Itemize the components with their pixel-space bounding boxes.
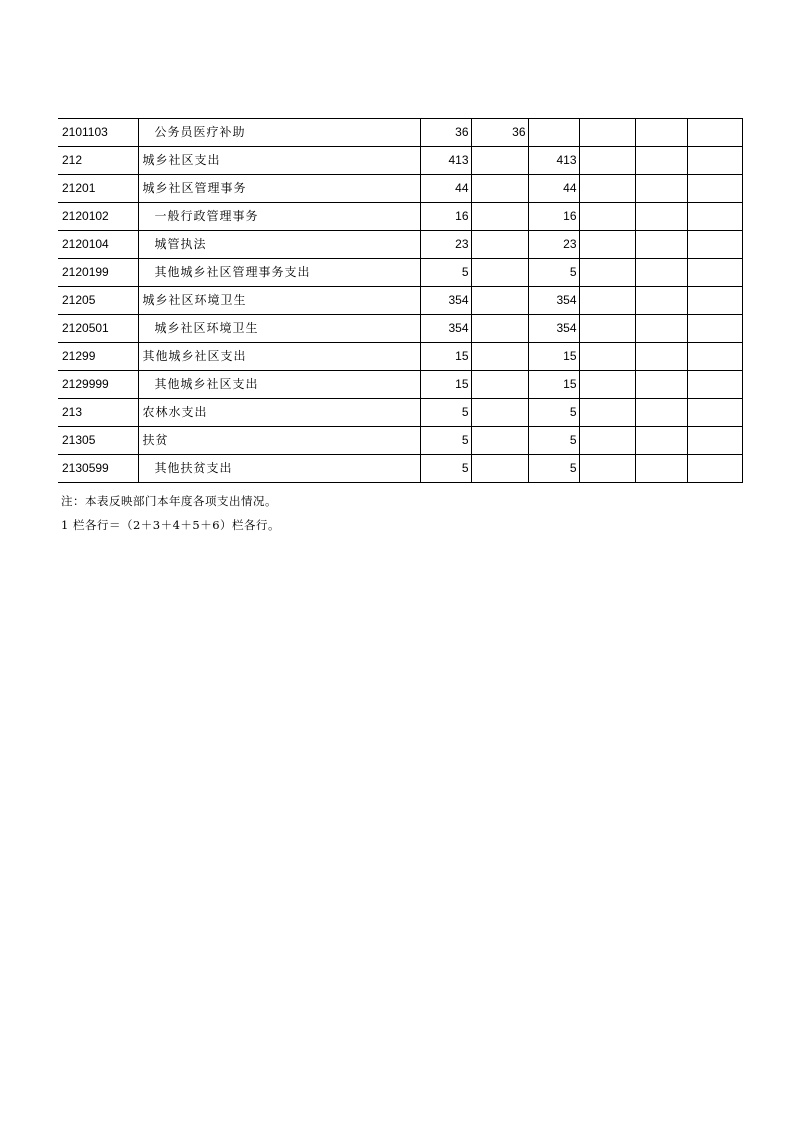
account-code-cell: 2120199 [58,259,138,287]
amount-cell-col-5 [635,343,687,371]
account-name-cell: 其他城乡社区管理事务支出 [138,259,420,287]
note-line-2: 1 栏各行＝（2＋3＋4＋5＋6）栏各行。 [61,518,281,532]
amount-cell-col-1: 23 [420,231,471,259]
amount-cell-col-6 [687,427,742,455]
amount-cell-col-3: 16 [528,203,579,231]
amount-cell-col-6 [687,259,742,287]
expenditure-table [58,118,743,483]
amount-cell-col-5 [635,259,687,287]
amount-cell-col-4 [579,147,635,175]
amount-cell-col-4 [579,259,635,287]
amount-cell-col-6 [687,399,742,427]
account-code-cell: 212 [58,147,138,175]
account-code-cell: 21201 [58,175,138,203]
amount-cell-col-2 [471,287,528,315]
table-row [58,231,742,259]
amount-cell-col-1: 15 [420,371,471,399]
amount-cell-col-2 [471,427,528,455]
table-row [58,119,742,147]
table-row [58,259,742,287]
account-code-cell: 2120102 [58,203,138,231]
account-name-cell: 其他城乡社区支出 [138,343,420,371]
amount-cell-col-3: 44 [528,175,579,203]
account-code-cell: 21299 [58,343,138,371]
account-name-cell: 公务员医疗补助 [138,119,420,147]
amount-cell-col-5 [635,371,687,399]
table-row [58,399,742,427]
account-name-cell: 其他扶贫支出 [138,455,420,483]
account-name-cell: 城乡社区环境卫生 [138,315,420,343]
amount-cell-col-1: 354 [420,287,471,315]
amount-cell-col-2 [471,175,528,203]
amount-cell-col-6 [687,203,742,231]
account-code-cell: 2130599 [58,455,138,483]
table-row [58,427,742,455]
table-row [58,203,742,231]
amount-cell-col-2 [471,315,528,343]
amount-cell-col-3: 413 [528,147,579,175]
table-row [58,287,742,315]
account-code-cell: 2101103 [58,119,138,147]
amount-cell-col-4 [579,455,635,483]
amount-cell-col-2 [471,259,528,287]
amount-cell-col-6 [687,147,742,175]
table-notes [61,494,280,542]
amount-cell-col-2: 36 [471,119,528,147]
table-row [58,371,742,399]
account-code-cell: 21305 [58,427,138,455]
amount-cell-col-6 [687,455,742,483]
amount-cell-col-6 [687,343,742,371]
amount-cell-col-1: 44 [420,175,471,203]
account-code-cell: 21205 [58,287,138,315]
amount-cell-col-1: 16 [420,203,471,231]
amount-cell-col-5 [635,175,687,203]
table-row [58,343,742,371]
amount-cell-col-5 [635,147,687,175]
account-name-cell: 城乡社区支出 [138,147,420,175]
amount-cell-col-4 [579,119,635,147]
table-row [58,175,742,203]
amount-cell-col-1: 5 [420,259,471,287]
note-line-1: 注：本表反映部门本年度各项支出情况。 [61,494,277,508]
amount-cell-col-3: 15 [528,343,579,371]
amount-cell-col-6 [687,119,742,147]
account-name-cell: 扶贫 [138,427,420,455]
amount-cell-col-6 [687,315,742,343]
amount-cell-col-3: 5 [528,427,579,455]
amount-cell-col-3: 23 [528,231,579,259]
account-name-cell: 城乡社区环境卫生 [138,287,420,315]
amount-cell-col-4 [579,343,635,371]
amount-cell-col-1: 15 [420,343,471,371]
table-row [58,455,742,483]
amount-cell-col-1: 5 [420,455,471,483]
amount-cell-col-2 [471,343,528,371]
amount-cell-col-1: 5 [420,427,471,455]
amount-cell-col-3: 5 [528,455,579,483]
amount-cell-col-5 [635,399,687,427]
amount-cell-col-4 [579,203,635,231]
account-name-cell: 城管执法 [138,231,420,259]
amount-cell-col-3 [528,119,579,147]
amount-cell-col-6 [687,231,742,259]
table-row [58,147,742,175]
amount-cell-col-3: 5 [528,259,579,287]
amount-cell-col-4 [579,315,635,343]
amount-cell-col-1: 36 [420,119,471,147]
amount-cell-col-4 [579,427,635,455]
account-code-cell: 213 [58,399,138,427]
amount-cell-col-6 [687,371,742,399]
amount-cell-col-3: 5 [528,399,579,427]
amount-cell-col-5 [635,231,687,259]
amount-cell-col-4 [579,287,635,315]
amount-cell-col-2 [471,455,528,483]
table-row [58,315,742,343]
amount-cell-col-1: 5 [420,399,471,427]
amount-cell-col-4 [579,399,635,427]
amount-cell-col-2 [471,399,528,427]
account-name-cell: 城乡社区管理事务 [138,175,420,203]
amount-cell-col-5 [635,203,687,231]
account-name-cell: 一般行政管理事务 [138,203,420,231]
amount-cell-col-2 [471,231,528,259]
account-name-cell: 农林水支出 [138,399,420,427]
amount-cell-col-3: 15 [528,371,579,399]
amount-cell-col-4 [579,175,635,203]
account-name-cell: 其他城乡社区支出 [138,371,420,399]
amount-cell-col-1: 413 [420,147,471,175]
account-code-cell: 2120501 [58,315,138,343]
amount-cell-col-5 [635,455,687,483]
amount-cell-col-2 [471,147,528,175]
amount-cell-col-6 [687,287,742,315]
amount-cell-col-4 [579,231,635,259]
amount-cell-col-5 [635,119,687,147]
amount-cell-col-3: 354 [528,315,579,343]
account-code-cell: 2120104 [58,231,138,259]
amount-cell-col-2 [471,203,528,231]
amount-cell-col-2 [471,371,528,399]
table-body [58,119,742,483]
amount-cell-col-5 [635,427,687,455]
amount-cell-col-1: 354 [420,315,471,343]
amount-cell-col-4 [579,371,635,399]
account-code-cell: 2129999 [58,371,138,399]
amount-cell-col-3: 354 [528,287,579,315]
amount-cell-col-5 [635,287,687,315]
amount-cell-col-5 [635,315,687,343]
amount-cell-col-6 [687,175,742,203]
